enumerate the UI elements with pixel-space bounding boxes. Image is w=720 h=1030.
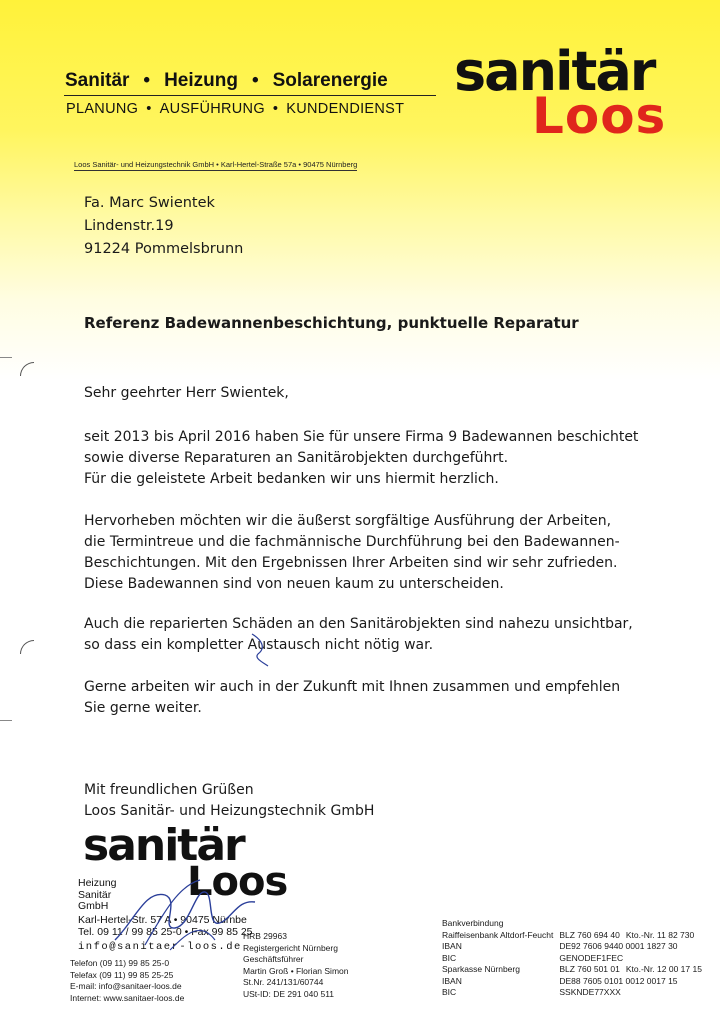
stamp-line: Heizung (78, 877, 117, 889)
paragraph-line: Beschichtungen. Mit den Ergebnissen Ihrer Arbeiten sind wir sehr zufrieden. (84, 555, 618, 571)
footer-email: E-mail: info@sanitaer-loos.de (70, 981, 182, 991)
bank-title: Bankverbindung (442, 918, 504, 928)
tagline-separator: • (251, 70, 259, 91)
footer-registry-line: USt-ID: DE 291 040 511 (243, 988, 335, 999)
bank-cell: Kto.-Nr. 11 82 730 (625, 929, 695, 940)
bank-row (442, 941, 708, 953)
recipient-name: Fa. Marc Swientek (84, 195, 215, 211)
footer-registry-line: Martin Groß • Florian Simon (243, 965, 349, 976)
closing-greeting: Mit freundlichen Grüßen (84, 782, 254, 798)
bank-cell: BLZ 760 694 40 (559, 929, 620, 940)
recipient-street: Lindenstr.19 (84, 218, 174, 234)
letter-closing (84, 780, 644, 822)
logo-word-sanitaer: sanitär (454, 40, 655, 103)
bank-cell: BIC (442, 952, 457, 963)
tagline-item: AUSFÜHRUNG (159, 101, 265, 117)
bank-cell: Sparkasse Nürnberg (442, 964, 520, 974)
tagline-separator: • (272, 101, 279, 117)
paragraph-line: so dass ein kompletter Austausch nicht nötig war. (84, 637, 434, 653)
company-logo (454, 40, 667, 145)
footer-registry-line: St.Nr. 241/131/60744 (243, 977, 324, 987)
recipient-address (84, 192, 243, 261)
tagline-item: PLANUNG (66, 101, 139, 117)
tagline-separator: • (146, 101, 152, 117)
stamp-line: GmbH (78, 900, 109, 912)
footer-registry-line: HRB 29963 (243, 931, 287, 941)
bank-cell: DE92 7606 9440 0001 1827 30 (559, 941, 678, 951)
handwritten-mark (248, 630, 272, 670)
logo-word-loos: Loos (532, 87, 667, 145)
tagline-services (65, 70, 388, 92)
paragraph-line: die Termintreue und die fachmännische Durchführung bei den Badewannen- (84, 534, 620, 550)
fold-mark (0, 357, 12, 358)
bank-cell: IBAN (442, 975, 462, 986)
tagline-item: Solarenergie (272, 70, 388, 91)
tagline-separator: • (143, 70, 151, 91)
paragraph-line: sowie diverse Reparaturen an Sanitärobjekten durchgeführt. (84, 450, 509, 466)
bank-cell: SSKNDE77XXX (559, 987, 621, 997)
stamp-logo-loos: Loos (187, 859, 288, 905)
bank-cell: GENODEF1FEC (559, 952, 624, 963)
bank-row (442, 976, 708, 988)
punch-hole-mark (20, 640, 34, 654)
tagline-item: Sanitär (65, 70, 130, 91)
paragraph-line: Für die geleistete Arbeit bedanken wir uns hiermit herzlich. (84, 471, 499, 487)
sender-return-address: Loos Sanitär- und Heizungstechnik GmbH • Karl-Hertel-Straße 57a • 90475 Nürnberg (74, 160, 358, 169)
paragraph-2 (84, 511, 644, 595)
stamp-phone: Tel. 09 11 / 99 85 25-0 • Fax 99 85 25 (78, 926, 253, 938)
paragraph-3 (84, 614, 644, 656)
tagline-offerings (66, 101, 404, 117)
tagline-item: Heizung (164, 70, 238, 91)
bank-row (442, 987, 708, 999)
punch-hole-mark (20, 362, 34, 376)
letter-subject: Referenz Badewannenbeschichtung, punktuelle Reparatur (84, 314, 579, 332)
bank-cell: BLZ 760 501 01 (559, 964, 620, 974)
footer-registry-line: Geschäftsführer (243, 954, 304, 964)
paragraph-1 (84, 427, 644, 490)
footer-website: Internet: www.sanitaer-loos.de (70, 992, 185, 1003)
letter-salutation: Sehr geehrter Herr Swientek, (84, 385, 289, 401)
fold-mark (0, 720, 12, 721)
tagline-divider (64, 95, 436, 96)
bank-cell: IBAN (442, 941, 462, 951)
stamp-line: Sanitär (78, 888, 112, 901)
stamp-logo-sanitaer: sanitär (83, 820, 244, 871)
bank-row (442, 953, 708, 965)
paragraph-line: Gerne arbeiten wir auch in der Zukunft mit Ihnen zusammen und empfehlen (84, 679, 621, 695)
footer-registry-line: Registergericht Nürnberg (243, 942, 338, 953)
footer-registry (243, 931, 348, 1000)
tagline-item: KUNDENDIENST (286, 101, 405, 117)
paragraph-4 (84, 677, 644, 719)
bank-row (442, 964, 708, 976)
paragraph-line: Sie gerne weiter. (84, 700, 202, 716)
footer-phone: Telefon (09 11) 99 85 25-0 (70, 958, 170, 968)
footer-bank-details (442, 918, 708, 999)
paragraph-line: Hervorheben möchten wir die äußerst sorgfältige Ausführung der Arbeiten, (84, 513, 612, 529)
paragraph-line: seit 2013 bis April 2016 haben Sie für unsere Firma 9 Badewannen beschichtet (84, 429, 639, 445)
footer-contact (70, 958, 184, 1004)
stamp-address: Karl-Hertel-Str. 57 A • 90475 Nürnbe (78, 914, 247, 926)
bank-cell: Raiffeisenbank Altdorf-Feucht (442, 929, 554, 940)
paragraph-line: Auch die reparierten Schäden an den Sanitärobjekten sind nahezu unsichtbar, (84, 616, 633, 632)
bank-table (442, 930, 708, 999)
footer-fax: Telefax (09 11) 99 85 25-25 (70, 969, 174, 980)
closing-company: Loos Sanitär- und Heizungstechnik GmbH (84, 803, 375, 819)
stamp-email: info@sanitaer-loos.de (78, 941, 242, 953)
paragraph-line: Diese Badewannen sind von neuen kaum zu unterscheiden. (84, 576, 504, 592)
bank-cell: Kto.-Nr. 12 00 17 15 (625, 964, 702, 974)
recipient-city: 91224 Pommelsbrunn (84, 241, 244, 257)
bank-row (442, 930, 708, 942)
bank-cell: BIC (442, 987, 457, 997)
bank-cell: DE88 7605 0101 0012 0017 15 (559, 975, 678, 986)
